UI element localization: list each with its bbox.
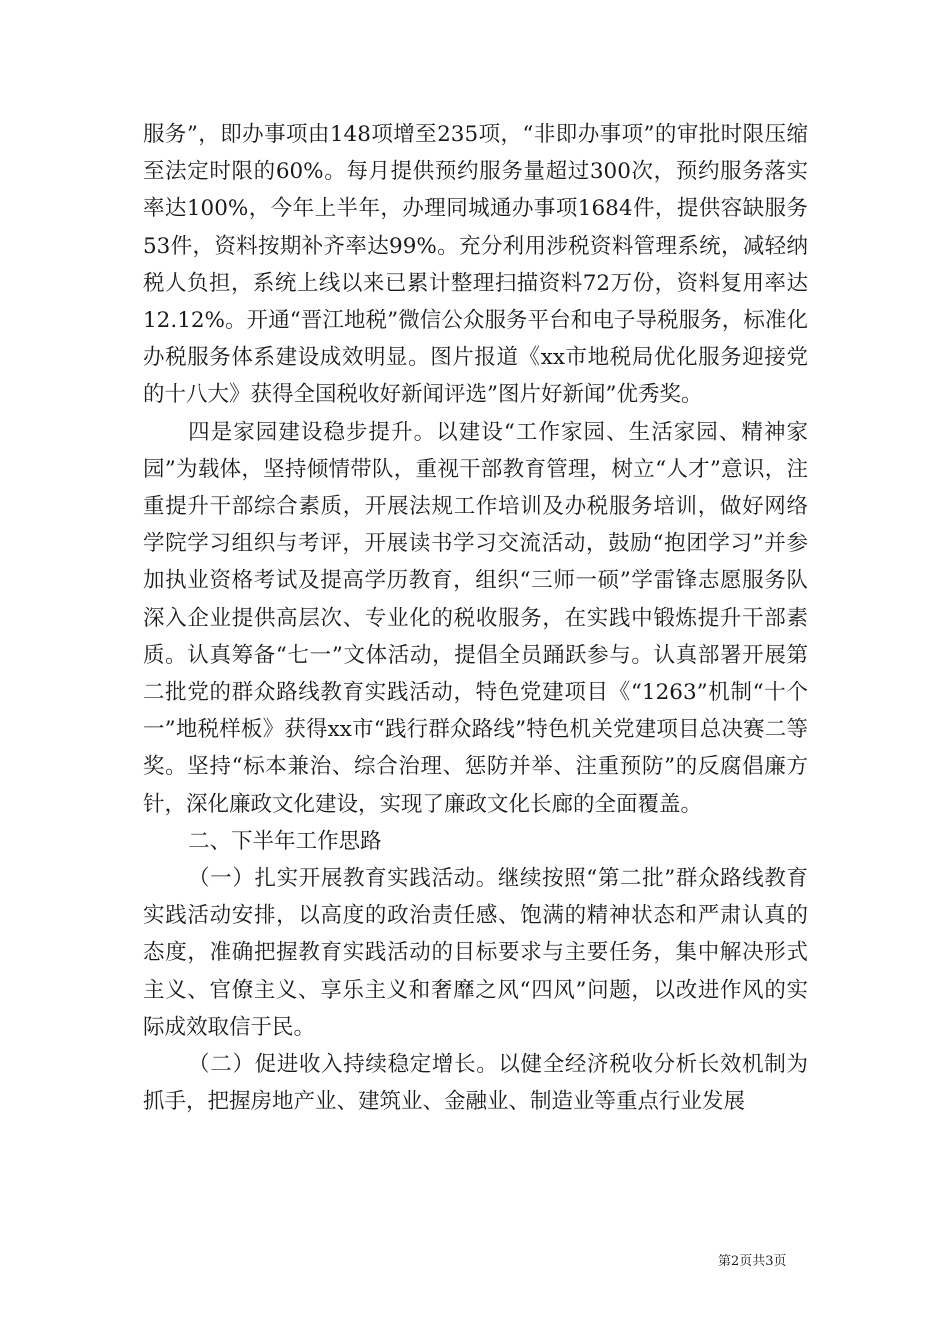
section-heading-second-half-plan: 二、下半年工作思路: [188, 828, 382, 854]
page-number-footer: 第2页共3页: [718, 1254, 787, 1269]
paragraph-revenue-growth: （二）促进收入持续稳定增长。以健全经济税收分析长效机制为抓手，把握房地产业、建筑业、金融业、制造业等重点行业发展: [143, 1052, 808, 1115]
paragraph-home-building: 四是家园建设稳步提升。以建设“工作家园、生活家园、精神家园”为载体，坚持倾情带队，重视干部教育管理，树立“人才”意识，注重提升干部综合素质，开展法规工作培训及办税服务培训，做好网络学院学习组织与考评，开展读书学习交流活动，鼓励“抱团学习”并参加执业资格考试及提高学历教育，组织“三师一硕”学雷锋志愿服务队深入企业提供高层次、专业化的税收服务，在实践中锻炼提升干部素质。认真筹备“七一”文体活动，提倡全员踊跃参与。认真部署开展第二批党的群众路线教育实践活动，特色党建项目《“1263”机制“十个一”地税样板》获得xx市“践行群众路线”特色机关党建项目总决赛二等奖。坚持“标本兼治、综合治理、惩防并举、注重预防”的反腐倡廉方针，深化廉政文化建设，实现了廉政文化长廊的全面覆盖。: [143, 419, 808, 817]
document-body: [143, 116, 808, 1120]
paragraph-service-continued: 服务”，即办事项由148项增至235项，“非即办事项”的审批时限压缩至法定时限的60%。每月提供预约服务量超过300次，预约服务落实率达100%，今年上半年，办理同城通办事项1684件，提供容缺服务53件，资料按期补齐率达99%。充分利用涉税资料管理系统，减轻纳税人负担，系统上线以来已累计整理扫描资料72万份，资料复用率达12.12%。开通“晋江地税”微信公众服务平台和电子导税服务，标准化办税服务体系建设成效明显。图片报道《xx市地税局优化服务迎接党的十八大》获得全国税收好新闻评选”图片好新闻”优秀奖。: [143, 122, 808, 408]
paragraph-education-practice: （一）扎实开展教育实践活动。继续按照“第二批”群众路线教育实践活动安排，以高度的政治责任感、饱满的精神状态和严肃认真的态度，准确把握教育实践活动的目标要求与主要任务，集中解决形式主义、官僚主义、享乐主义和奢靡之风“四风”问题，以改进作风的实际成效取信于民。: [143, 866, 808, 1040]
